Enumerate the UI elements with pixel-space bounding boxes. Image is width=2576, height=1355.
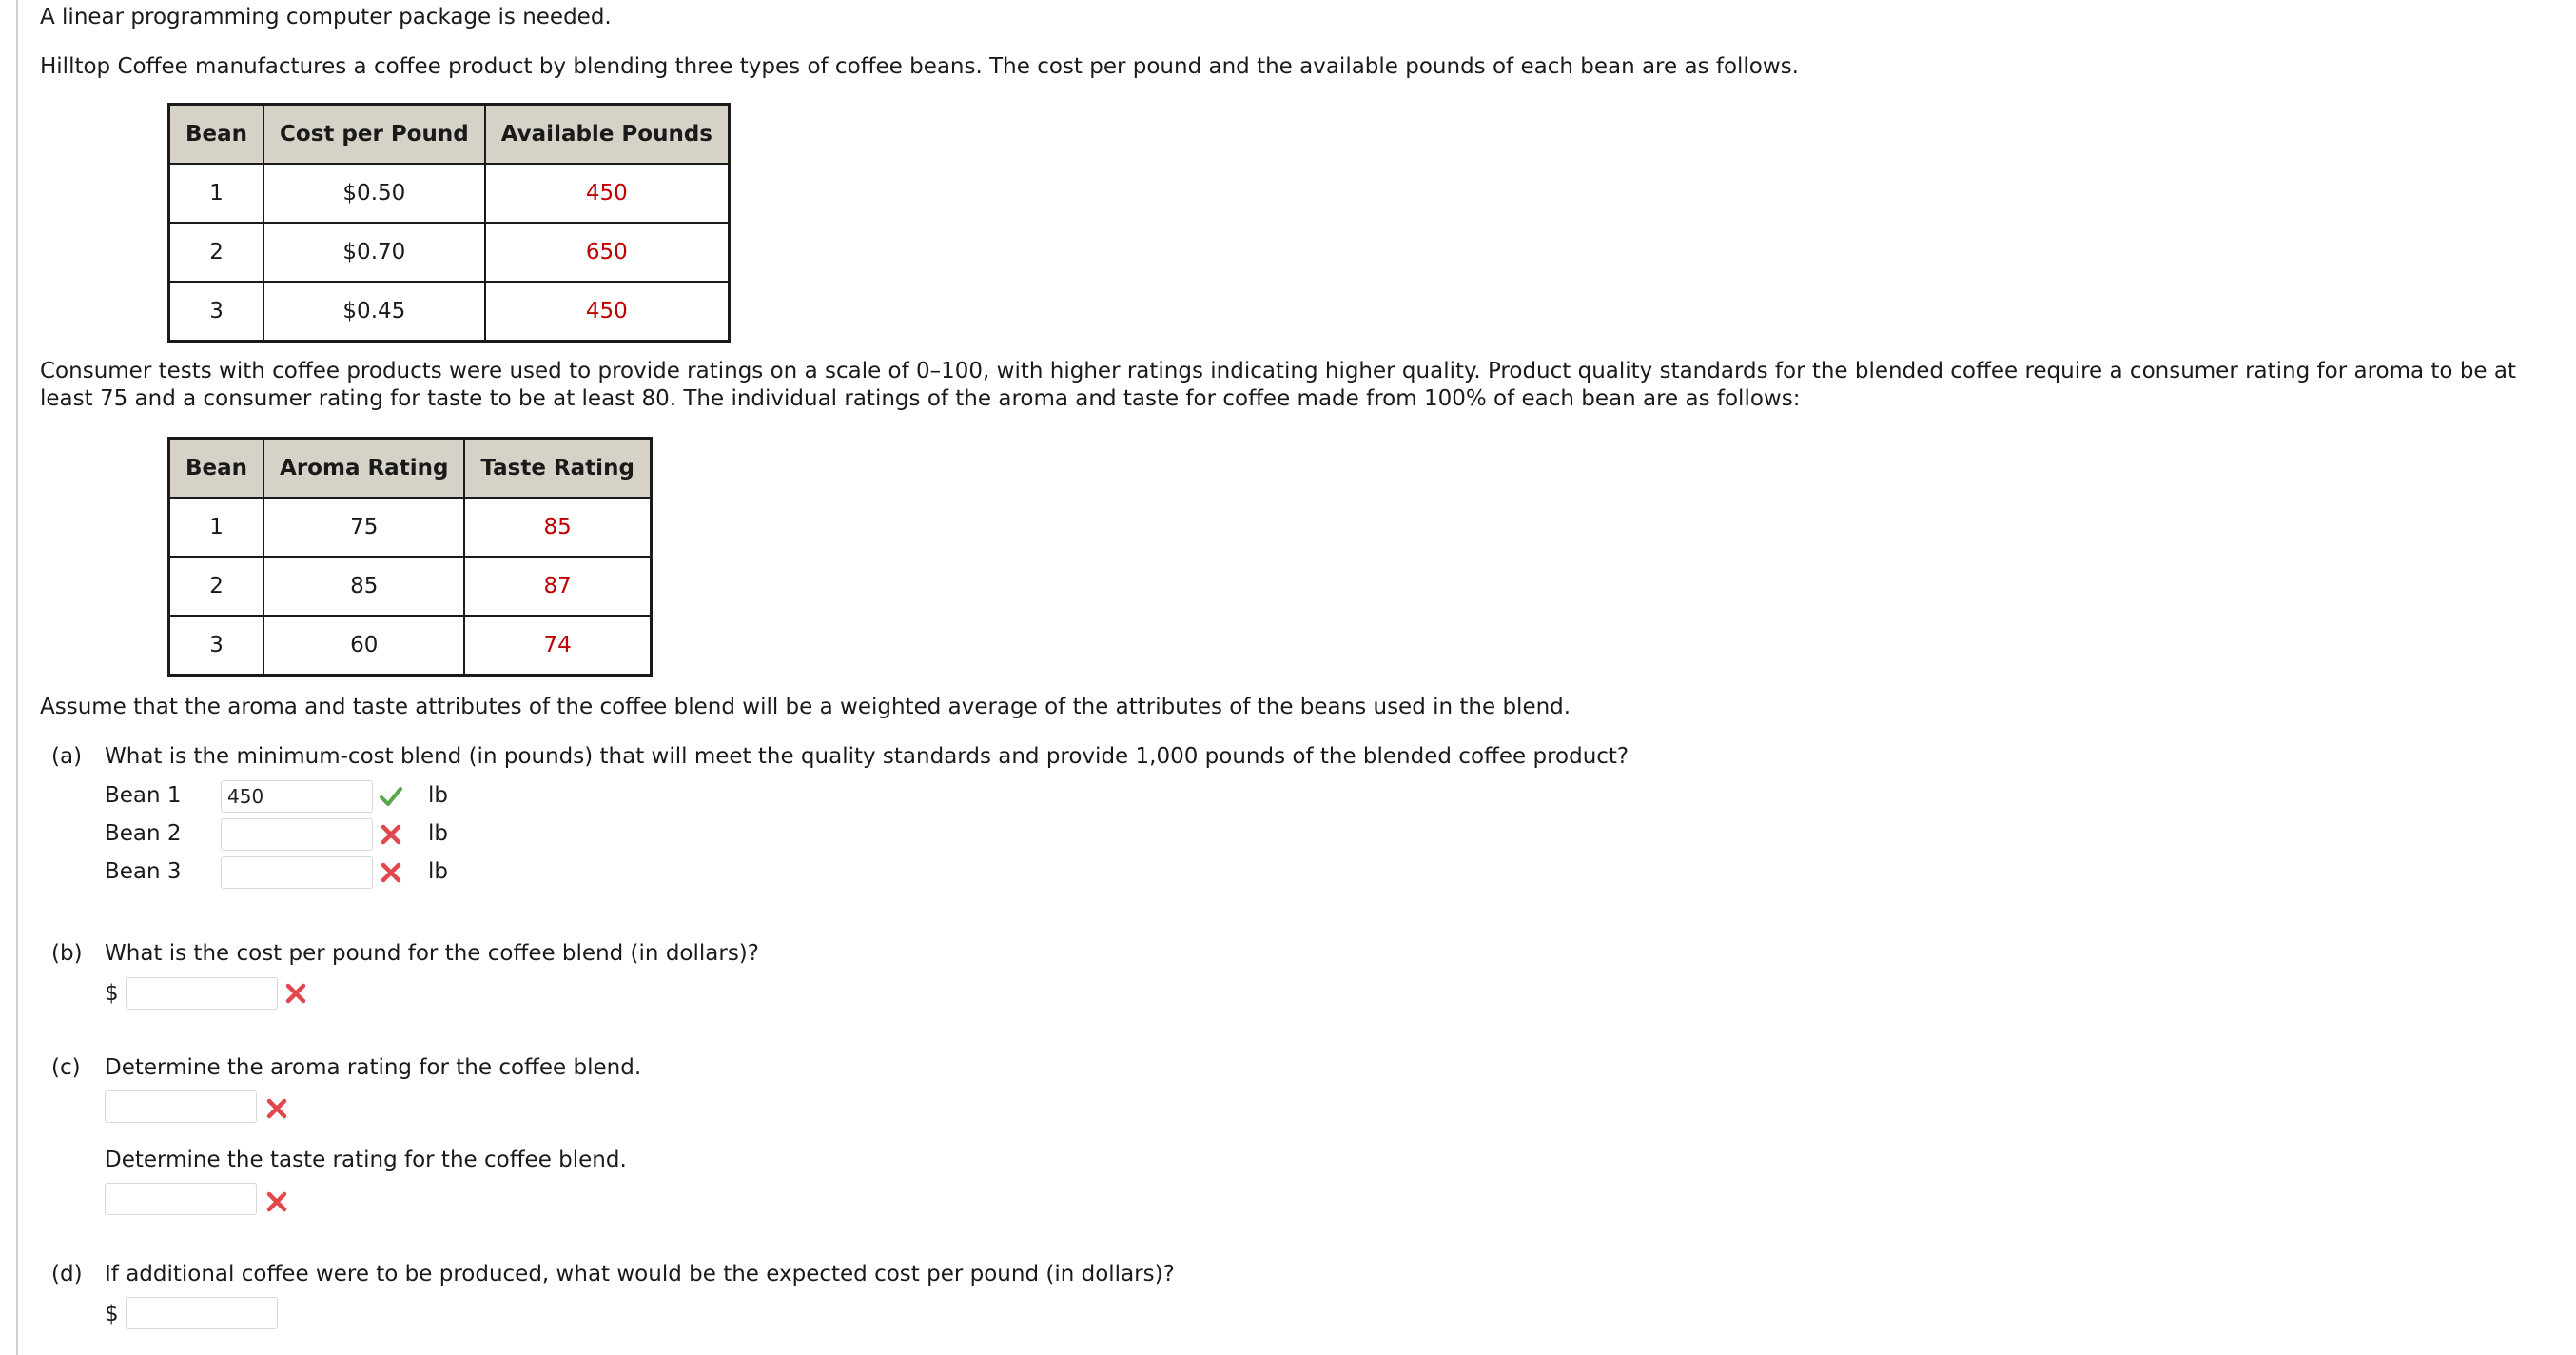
cost-per-pound: $0.50 — [263, 164, 485, 223]
available-pounds: 450 — [485, 164, 730, 223]
part-d-currency: $ — [105, 1302, 119, 1326]
table-row — [169, 498, 652, 557]
bean-number: 3 — [169, 616, 264, 676]
table-header-row — [169, 439, 652, 499]
bean-2-unit: lb — [428, 821, 448, 846]
part-d-question: If additional coffee were to be produced, what would be the expected cost per pound (in dollars)? — [105, 1262, 1175, 1286]
incorrect-x-icon — [264, 1189, 289, 1214]
expected-cost-input[interactable] — [126, 1297, 278, 1329]
aroma-rating-input[interactable] — [105, 1090, 257, 1123]
part-b-question: What is the cost per pound for the coffee blend (in dollars)? — [105, 941, 759, 966]
bean-3-label: Bean 3 — [105, 859, 182, 884]
table-row — [169, 557, 652, 616]
part-c-taste-question: Determine the taste rating for the coffee blend. — [105, 1148, 627, 1172]
table-row — [169, 164, 730, 223]
taste-rating: 87 — [464, 557, 651, 616]
part-b-currency: $ — [105, 981, 119, 1006]
part-c-aroma-question: Determine the aroma rating for the coffee blend. — [105, 1055, 642, 1080]
bean-number: 1 — [169, 164, 264, 223]
bean-number: 2 — [169, 223, 264, 282]
part-d-label: (d) — [51, 1262, 83, 1286]
column-header-available: Available Pounds — [485, 105, 730, 165]
cost-per-pound: $0.45 — [263, 282, 485, 342]
consumer-test-text: Consumer tests with coffee products were used to provide ratings on a scale of 0–100, with higher ratings indicating higher quality. Product quality standards for the blended coffee require a consumer rating for aroma to be at least 75 and a consumer rating for taste to be at least 80. The individual ratings of the aroma and taste for coffee made from 100% of each bean are as follows: — [40, 359, 2516, 411]
taste-rating: 74 — [464, 616, 651, 676]
table-header-row — [169, 105, 730, 165]
bean-3-unit: lb — [428, 859, 448, 884]
part-a-question: What is the minimum-cost blend (in pounds) that will meet the quality standards and provide 1,000 pounds of the blended coffee product? — [105, 744, 1630, 769]
intro-line: A linear programming computer package is needed. — [40, 5, 612, 29]
bean-1-label: Bean 1 — [105, 783, 182, 808]
bean-cost-table — [167, 103, 731, 343]
bean-2-label: Bean 2 — [105, 821, 182, 846]
table-row — [169, 282, 730, 342]
table-row — [169, 223, 730, 282]
bean-number: 1 — [169, 498, 264, 557]
column-header-bean: Bean — [169, 439, 264, 499]
column-header-cost: Cost per Pound — [263, 105, 485, 165]
bean-number: 2 — [169, 557, 264, 616]
aroma-rating: 75 — [263, 498, 464, 557]
available-pounds: 650 — [485, 223, 730, 282]
cost-per-pound-input[interactable] — [126, 977, 278, 1010]
column-header-taste: Taste Rating — [464, 439, 651, 499]
left-margin-rule — [16, 0, 18, 1355]
incorrect-x-icon — [379, 860, 403, 885]
cost-per-pound: $0.70 — [263, 223, 485, 282]
taste-rating-input[interactable] — [105, 1183, 257, 1215]
correct-check-icon — [379, 784, 403, 809]
bean-number: 3 — [169, 282, 264, 342]
assumption-text: Assume that the aroma and taste attributes of the coffee blend will be a weighted average of the attributes of the beans used in the blend. — [40, 695, 1571, 719]
column-header-bean: Bean — [169, 105, 264, 165]
problem-text: Hilltop Coffee manufactures a coffee product by blending three types of coffee beans. The cost per pound and the available pounds of each bean are as follows. — [40, 54, 1799, 79]
ratings-table — [167, 437, 653, 677]
part-c-label: (c) — [51, 1055, 81, 1080]
column-header-aroma: Aroma Rating — [263, 439, 464, 499]
incorrect-x-icon — [283, 981, 308, 1006]
aroma-rating: 85 — [263, 557, 464, 616]
bean-2-input[interactable] — [221, 818, 373, 851]
incorrect-x-icon — [264, 1096, 289, 1121]
table-row — [169, 616, 652, 676]
part-a-label: (a) — [51, 744, 83, 769]
incorrect-x-icon — [379, 822, 403, 847]
taste-rating: 85 — [464, 498, 651, 557]
available-pounds: 450 — [485, 282, 730, 342]
bean-1-unit: lb — [428, 783, 448, 808]
bean-3-input[interactable] — [221, 856, 373, 889]
bean-1-input[interactable] — [221, 780, 373, 813]
aroma-rating: 60 — [263, 616, 464, 676]
part-b-label: (b) — [51, 941, 83, 966]
